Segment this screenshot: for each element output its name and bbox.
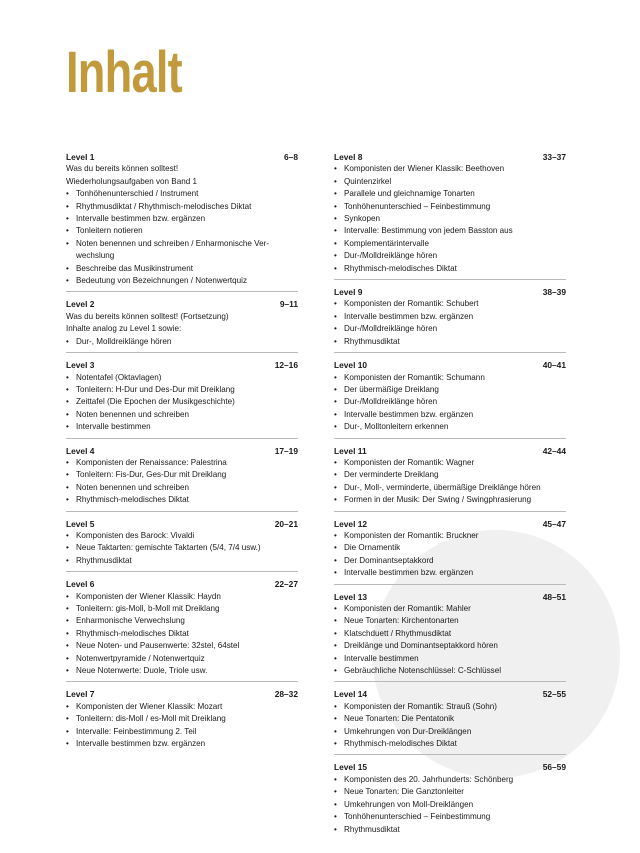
level-item: • Rhythmusdiktat <box>334 824 566 836</box>
level-item: • Intervalle: Bestimmung von jedem Basston aus <box>334 225 566 237</box>
level-pages: 48–51 <box>542 591 566 602</box>
level-item: • Rhythmusdiktat <box>66 555 298 567</box>
level-name: Level 1 <box>66 152 95 162</box>
level-name: Level 13 <box>334 591 368 602</box>
level-item: • Der Dominantseptakkord <box>334 555 566 567</box>
level-item: • Rhythmisch-melodisches Diktat <box>66 628 298 640</box>
toc-level-10 <box>334 359 566 438</box>
level-item: • Bedeutung von Bezeichnungen / Notenwertquiz <box>66 275 298 287</box>
level-item: • Zeittafel (Die Epochen der Musikgeschichte) <box>66 396 298 408</box>
level-item: • Gebräuchliche Notenschlüssel: C-Schlüssel <box>334 665 566 677</box>
level-item: • Quintenzirkel <box>334 176 566 188</box>
level-line: Inhalte analog zu Level 1 sowie: <box>66 324 182 334</box>
level-item: • Synkopen <box>334 213 566 225</box>
level-pages: 42–44 <box>542 445 566 456</box>
toc-level-4 <box>66 445 298 512</box>
level-item: • Die Ornamentik <box>334 542 566 554</box>
toc-level-3 <box>66 359 298 438</box>
level-item: • Beschreibe das Musikinstrument <box>66 263 298 275</box>
level-pages: 33–37 <box>542 152 566 162</box>
level-item: • Komponisten der Wiener Klassik: Beethoven <box>334 163 566 175</box>
level-item: • Komponisten der Romantik: Bruckner <box>334 530 566 542</box>
level-item: • Dur-, Moll-, verminderte, übermäßige Dreiklänge hören <box>334 482 566 494</box>
level-name: Level 9 <box>334 287 363 298</box>
level-item: • Komponisten der Romantik: Mahler <box>334 603 566 615</box>
level-item: • Tonleitern: dis-Moll / es-Moll mit Dreiklang <box>66 713 298 725</box>
level-item: • Dreiklänge und Dominantseptakkord hören <box>334 640 566 652</box>
level-pages: 40–41 <box>542 360 566 371</box>
level-line: Wiederholungsaufgaben von Band 1 <box>66 176 197 186</box>
level-item: • Neue Notenwerte: Duole, Triole usw. <box>66 665 298 677</box>
level-item: • Tonhöhenunterschied – Feinbestimmung <box>334 811 566 823</box>
level-pages: 20–21 <box>274 518 298 529</box>
level-item: • Komponisten der Romantik: Schubert <box>334 298 566 310</box>
level-item: • Intervalle bestimmen bzw. ergänzen <box>66 738 298 750</box>
level-item: • Der verminderte Dreiklang <box>334 469 566 481</box>
level-item: • Intervalle bestimmen bzw. ergänzen <box>334 567 566 579</box>
level-item: • Neue Taktarten: gemischte Taktarten (5/4, 7/4 usw.) <box>66 542 298 554</box>
level-pages: 52–55 <box>542 689 566 700</box>
level-item: • Notenwertpyramide / Notenwertquiz <box>66 653 298 665</box>
level-item: • Neue Tonarten: Die Ganztonleiter <box>334 786 566 798</box>
toc-level-8 <box>334 151 566 280</box>
level-pages: 6–8 <box>284 152 298 162</box>
level-item: • Intervalle bestimmen bzw. ergänzen <box>334 311 566 323</box>
level-item: • Intervalle bestimmen bzw. ergänzen <box>334 409 566 421</box>
level-item: • Dur-/Molldreiklänge hören <box>334 396 566 408</box>
level-item: • Tonleitern: gis-Moll, b-Moll mit Dreiklang <box>66 603 298 615</box>
level-name: Level 6 <box>66 579 95 590</box>
level-item: • Tonleitern: Fis-Dur, Ges-Dur mit Dreiklang <box>66 469 298 481</box>
level-item: • Komponisten der Renaissance: Palestrina <box>66 457 298 469</box>
level-item: • Klatschduett / Rhythmusdiktat <box>334 628 566 640</box>
level-item: • Noten benennen und schreiben <box>66 409 298 421</box>
level-item: • Rhythmusdiktat <box>334 336 566 348</box>
level-item: • Tonleitern: H-Dur und Des-Dur mit Dreiklang <box>66 384 298 396</box>
level-name: Level 15 <box>334 762 368 773</box>
level-pages: 28–32 <box>274 689 298 700</box>
level-item: • Komponisten des 20. Jahrhunderts: Schönberg <box>334 774 566 786</box>
level-name: Level 7 <box>66 689 95 700</box>
level-item: • Tonleitern notieren <box>66 225 298 237</box>
level-item: • Komponisten der Romantik: Strauß (Sohn) <box>334 701 566 713</box>
level-item: • Neue Tonarten: Kirchentonarten <box>334 615 566 627</box>
level-name: Level 12 <box>334 518 368 529</box>
level-item: • Formen in der Musik: Der Swing / Swingphrasierung <box>334 494 566 506</box>
level-pages: 56–59 <box>542 762 566 773</box>
toc-level-5 <box>66 518 298 573</box>
level-name: Level 3 <box>66 360 95 371</box>
level-pages: 38–39 <box>542 287 566 298</box>
level-item: • Noten benennen und schreiben / Enharmonische Ver- <box>66 238 298 250</box>
level-item: • Komplementärintervalle <box>334 238 566 250</box>
level-item: • Der übermäßige Dreiklang <box>334 384 566 396</box>
level-item: • Parallele und gleichnamige Tonarten <box>334 188 566 200</box>
level-item: • Rhythmisch-melodisches Diktat <box>66 494 298 506</box>
level-item: • Dur-, Molltonleitern erkennen <box>334 421 566 433</box>
level-item: • Komponisten der Wiener Klassik: Haydn <box>66 591 298 603</box>
page-title: Inhalt <box>66 40 182 105</box>
level-pages: 9–11 <box>279 299 298 310</box>
level-item: • Komponisten der Wiener Klassik: Mozart <box>66 701 298 713</box>
toc-level-1 <box>66 151 298 292</box>
level-name: Level 11 <box>334 445 367 456</box>
toc-level-6 <box>66 578 298 682</box>
level-item: • Intervalle bestimmen <box>334 653 566 665</box>
level-item: • Komponisten des Barock: Vivaldi <box>66 530 298 542</box>
level-item: • Enharmonische Verwechslung <box>66 615 298 627</box>
level-pages: 17–19 <box>274 445 298 456</box>
level-item: • Noten benennen und schreiben <box>66 482 298 494</box>
level-name: Level 8 <box>334 152 363 162</box>
level-name: Level 4 <box>66 445 95 456</box>
level-name: Level 14 <box>334 689 368 700</box>
level-item: • Umkehrungen von Moll-Dreiklängen <box>334 799 566 811</box>
level-item: • Komponisten der Romantik: Wagner <box>334 457 566 469</box>
level-item: • Rhythmusdiktat / Rhythmisch-melodisches Diktat <box>66 201 298 213</box>
toc-level-15 <box>334 761 566 839</box>
level-item: • Intervalle bestimmen bzw. ergänzen <box>66 213 298 225</box>
toc-column-right <box>334 151 566 846</box>
level-item: • Rhythmisch-melodisches Diktat <box>334 263 566 275</box>
level-pages: 22–27 <box>274 579 298 590</box>
level-line: Was du bereits können solltest! (Fortsetzung) <box>66 311 229 321</box>
toc-level-7 <box>66 688 298 754</box>
level-item: • Intervalle bestimmen <box>66 421 298 433</box>
level-name: Level 10 <box>334 360 368 371</box>
level-item: • Notentafel (Oktavlagen) <box>66 372 298 384</box>
level-item: • Dur-/Molldreiklänge hören <box>334 250 566 262</box>
level-item: • Rhythmisch-melodisches Diktat <box>334 738 566 750</box>
level-item: • Tonhöhenunterschied – Feinbestimmung <box>334 201 566 213</box>
level-name: Level 5 <box>66 518 95 529</box>
level-name: Level 2 <box>66 299 95 310</box>
toc-level-14 <box>334 688 566 755</box>
toc-level-12 <box>334 518 566 585</box>
level-item: • Neue Noten- und Pausenwerte: 32stel, 64stel <box>66 640 298 652</box>
toc-column-left <box>66 151 298 760</box>
level-item-continuation: wechslung <box>76 251 115 261</box>
toc-level-9 <box>334 286 566 353</box>
level-item: • Komponisten der Romantik: Schumann <box>334 372 566 384</box>
level-line: Was du bereits können solltest! <box>66 164 179 174</box>
level-item: • Neue Tonarten: Die Pentatonik <box>334 713 566 725</box>
level-item: • Intervalle: Feinbestimmung 2. Teil <box>66 726 298 738</box>
level-item: • Dur-/Molldreiklänge hören <box>334 323 566 335</box>
level-pages: 45–47 <box>542 518 566 529</box>
level-pages: 12–16 <box>274 360 298 371</box>
toc-level-11 <box>334 445 566 512</box>
toc-level-13 <box>334 591 566 683</box>
level-item: • Umkehrungen von Dur-Dreiklängen <box>334 726 566 738</box>
toc-level-2 <box>66 298 298 353</box>
level-item: • Dur-, Molldreiklänge hören <box>66 336 298 348</box>
level-item: • Tonhöhenunterschied / Instrument <box>66 188 298 200</box>
